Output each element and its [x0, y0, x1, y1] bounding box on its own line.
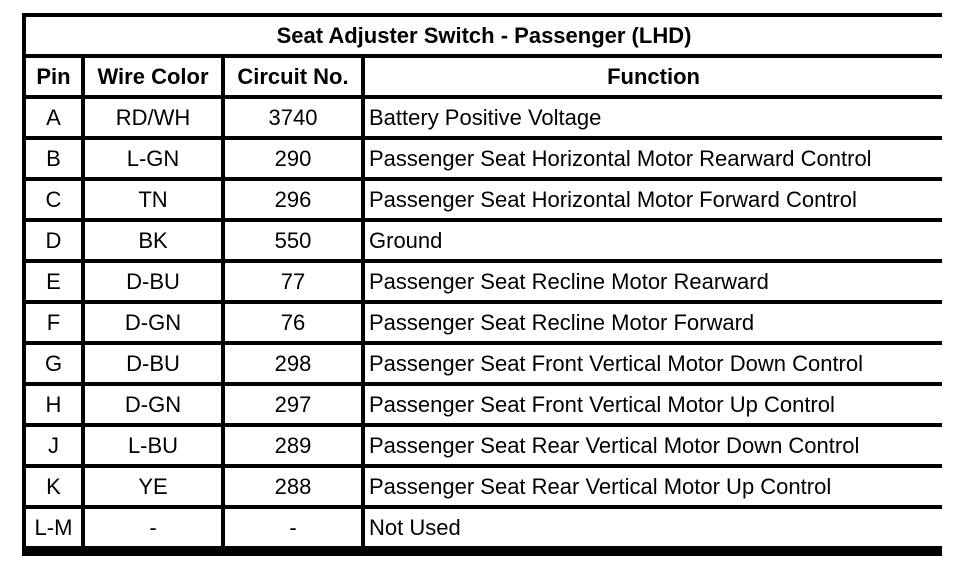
circuit-number-cell: 550 [225, 222, 361, 259]
wire-color-cell: D-GN [85, 304, 221, 341]
connector-pinout-table [22, 13, 946, 550]
function-cell: Passenger Seat Horizontal Motor Rearward Control [365, 140, 942, 177]
wire-color-cell: D-GN [85, 386, 221, 423]
function-cell: Passenger Seat Horizontal Motor Forward Control [365, 181, 942, 218]
function-cell: Passenger Seat Front Vertical Motor Up Control [365, 386, 942, 423]
circuit-number-cell: 296 [225, 181, 361, 218]
header-pin: Pin [26, 58, 81, 95]
table-title: Seat Adjuster Switch - Passenger (LHD) [26, 17, 942, 54]
table-row [26, 386, 942, 423]
pin-cell: B [26, 140, 81, 177]
circuit-number-cell: 288 [225, 468, 361, 505]
pin-cell: A [26, 99, 81, 136]
pin-cell: J [26, 427, 81, 464]
circuit-number-cell: 289 [225, 427, 361, 464]
wire-color-cell: TN [85, 181, 221, 218]
circuit-number-cell: 297 [225, 386, 361, 423]
table-row [26, 345, 942, 382]
table-row [26, 181, 942, 218]
table-row [26, 99, 942, 136]
connector-pinout-table-frame [22, 13, 942, 556]
pin-cell: G [26, 345, 81, 382]
table-row [26, 140, 942, 177]
circuit-number-cell: 290 [225, 140, 361, 177]
pin-cell: E [26, 263, 81, 300]
table-row [26, 304, 942, 341]
pin-cell: K [26, 468, 81, 505]
table-row [26, 509, 942, 546]
header-wire-color: Wire Color [85, 58, 221, 95]
table-row [26, 263, 942, 300]
wire-color-cell: D-BU [85, 263, 221, 300]
pin-cell: H [26, 386, 81, 423]
table-row [26, 468, 942, 505]
header-function: Function [365, 58, 942, 95]
function-cell: Passenger Seat Recline Motor Forward [365, 304, 942, 341]
table-row [26, 427, 942, 464]
circuit-number-cell: 76 [225, 304, 361, 341]
function-cell: Passenger Seat Rear Vertical Motor Up Control [365, 468, 942, 505]
function-cell: Passenger Seat Rear Vertical Motor Down Control [365, 427, 942, 464]
wire-color-cell: BK [85, 222, 221, 259]
pin-cell: D [26, 222, 81, 259]
function-cell: Ground [365, 222, 942, 259]
wire-color-cell: RD/WH [85, 99, 221, 136]
header-circuit-number: Circuit No. [225, 58, 361, 95]
circuit-number-cell: - [225, 509, 361, 546]
wire-color-cell: YE [85, 468, 221, 505]
pin-cell: C [26, 181, 81, 218]
wire-color-cell: L-GN [85, 140, 221, 177]
pin-cell: L-M [26, 509, 81, 546]
table-header-row [26, 58, 942, 95]
pin-cell: F [26, 304, 81, 341]
function-cell: Passenger Seat Recline Motor Rearward [365, 263, 942, 300]
wire-color-cell: L-BU [85, 427, 221, 464]
function-cell: Battery Positive Voltage [365, 99, 942, 136]
function-cell: Passenger Seat Front Vertical Motor Down Control [365, 345, 942, 382]
function-cell: Not Used [365, 509, 942, 546]
wire-color-cell: D-BU [85, 345, 221, 382]
table-row [26, 222, 942, 259]
wire-color-cell: - [85, 509, 221, 546]
table-title-row [26, 17, 942, 54]
circuit-number-cell: 3740 [225, 99, 361, 136]
circuit-number-cell: 298 [225, 345, 361, 382]
circuit-number-cell: 77 [225, 263, 361, 300]
